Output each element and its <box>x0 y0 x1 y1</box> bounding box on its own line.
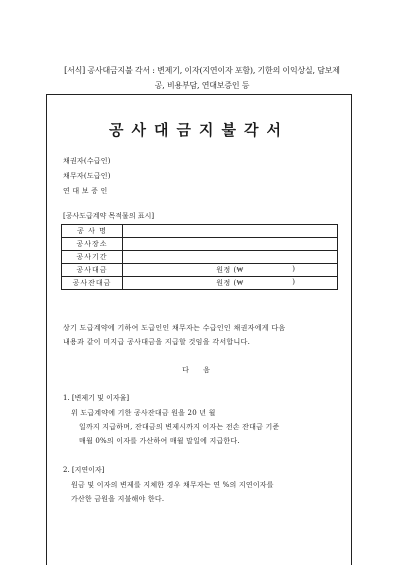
intro-line-1: 상기 도급계약에 기하여 도급인인 채무자는 수급인인 채권자에게 다음 <box>63 324 286 332</box>
row-value[interactable] <box>123 238 338 251</box>
row-label: 공 사 명 <box>62 225 123 238</box>
clause-2-heading: 2. [지연이자] <box>63 466 105 474</box>
party-debtor: 채무자(도급인) <box>63 172 111 180</box>
row-label: 공사잔대금 <box>62 277 123 290</box>
row-value[interactable] <box>123 225 338 238</box>
row-label: 공사장소 <box>62 238 123 251</box>
intro-line-2: 내용과 같이 미지급 공사대금을 지급할 것임을 각서합니다. <box>63 338 251 346</box>
amount-close: ) <box>292 278 295 286</box>
caption-line-2: 공, 비용부담, 연대보증인 등 <box>154 81 250 90</box>
table-row <box>62 225 338 238</box>
row-value[interactable] <box>123 277 338 290</box>
table-row <box>62 238 338 251</box>
clause-2-line-2: 가산한 금원을 지불해야 한다. <box>71 495 165 503</box>
row-label: 공사대금 <box>62 264 123 277</box>
table-row <box>62 264 338 277</box>
form-caption <box>30 63 374 93</box>
clause-2-line-1: 원금 및 이자의 변제를 지체한 경우 채무자는 연 %의 지연이자를 <box>71 481 274 489</box>
intro-paragraph <box>63 321 339 349</box>
clause-2-body <box>71 478 341 506</box>
party-creditor: 채권자(수급인) <box>63 157 111 165</box>
row-label: 공사기간 <box>62 251 123 264</box>
clause-1-line-3: 매월 0%의 이자를 가산하여 매월 말일에 지급한다. <box>79 437 240 445</box>
clause-1-line-2: 일까지 지급하며, 잔대금의 변제시까지 이자는 전손 잔대금 기준 <box>79 423 280 431</box>
document-sheet <box>46 94 352 565</box>
amount-text: 원정 (₩ <box>216 266 244 274</box>
table-row <box>62 251 338 264</box>
row-value[interactable] <box>123 251 338 264</box>
caption-line-1: [서식] 공사대금지불 각서 : 변제기, 이자(지연이자 포함), 기한의 이익상실, 담보제 <box>64 66 340 75</box>
party-guarantor: 연 대 보 증 인 <box>63 187 108 195</box>
amount-text: 원정 (₩ <box>216 279 244 287</box>
notice-heading: 다 음 <box>182 366 216 374</box>
amount-close: ) <box>292 265 295 273</box>
contract-table <box>61 224 338 290</box>
section-label: [공사도급계약 목적물의 표시] <box>63 212 155 220</box>
clause-1-body <box>71 406 341 448</box>
document-title: 공사대금지불각서 <box>109 121 289 139</box>
table-row <box>62 277 338 290</box>
clause-1-heading: 1. [변제기 및 이자율] <box>63 394 130 402</box>
row-value[interactable] <box>123 264 338 277</box>
clause-1-line-1: 위 도급계약에 기한 공사잔대금 원을 20 년 월 <box>71 409 216 417</box>
